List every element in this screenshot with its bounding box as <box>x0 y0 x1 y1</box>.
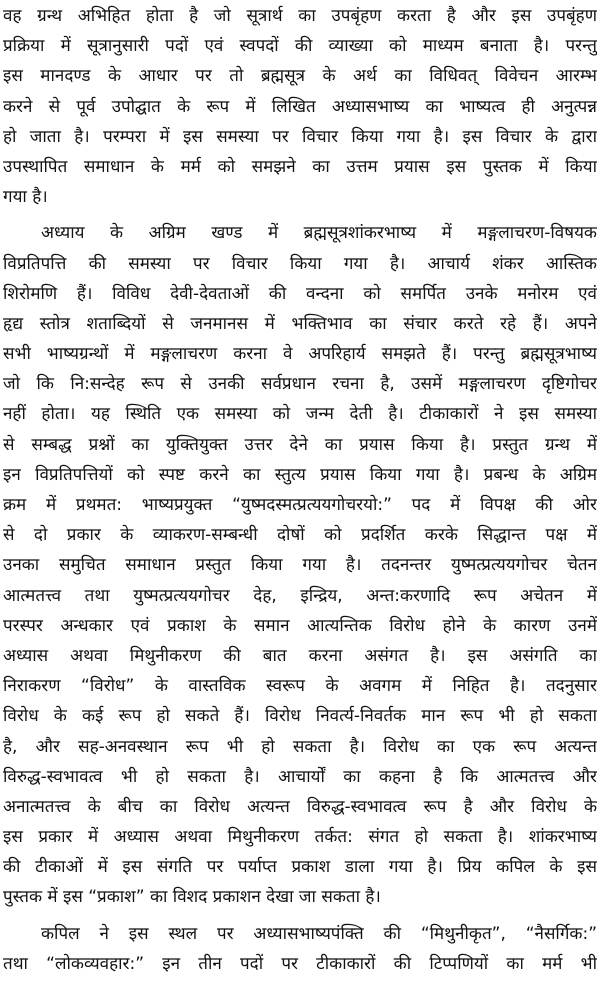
text-line: है, और सह-अनवस्थान रूप भी हो सकता है। विरोध का एक रूप अत्यन्त <box>3 736 597 757</box>
text-line: प्रक्रिया में सूत्रानुसारी पदों एवं स्वपदों की व्याख्या को माध्यम बनाता है। परन्तु <box>3 36 597 57</box>
text-line: उपस्थापित समाधान के मर्म को समझने का उत्तम प्रयास इस पुस्तक में किया <box>3 156 597 177</box>
text-line: इस प्रकार में अध्यास अथवा मिथुनीकरण तर्कत: संगत हो सकता है। शांकरभाष्य <box>3 827 597 848</box>
text-line: क्रम में प्रथमत: भाष्यप्रयुक्त “युष्मदस्मत्प्रत्ययगोचरयो:” पद में विपक्ष की ओर <box>3 495 597 515</box>
paragraph-3 <box>3 919 597 979</box>
text-line: विरोध के कई रूप हो सकते हैं। विरोध निवर्त्य-निवर्तक मान रूप भी हो सकता <box>3 706 597 727</box>
text-line: जो कि नि:सन्देह रूप से उनकी सर्वप्रधान रचना है, उसमें मङ्गलाचरण दृष्टिगोचर <box>3 374 597 395</box>
text-line: अनात्मतत्त्व के बीच का विरोध अत्यन्त विरुद्ध-स्वभावत्व रूप है और विरोध के <box>3 796 597 817</box>
text-line: विरुद्ध-स्वभावत्व भी हो सकता है। आचार्यों का कहना है कि आत्मतत्त्व और <box>3 766 597 787</box>
paragraph-1 <box>3 1 597 212</box>
text-line: शिरोमणि हैं। विविध देवी-देवताओं की वन्दना को समर्पित उनके मनोरम एवं <box>3 283 597 304</box>
text-line: हृद्य स्तोत्र शताब्दियों से जनमानस में भक्तिभाव का संचार करते रहे हैं। अपने <box>3 313 597 334</box>
text-line: करने से पूर्व उपोद्घात के रूप में लिखित अध्यासभाष्य का भाष्यत्व ही अनुत्पन्न <box>3 96 597 117</box>
text-line: इन विप्रतिपत्तियों को स्पष्ट करने का स्तुत्य प्रयास किया गया है। प्रबन्ध के अग्रिम <box>3 464 597 485</box>
text-line: पुस्तक में इस “प्रकाश” का विशद प्रकाशन देखा जा सकता है। <box>3 887 381 908</box>
text-line: की टीकाओं में इस संगति पर पर्याप्त प्रकाश डाला गया है। प्रिय कपिल के इस <box>3 857 597 878</box>
text-line: विप्रतिपत्ति की समस्या पर विचार किया गया है। आचार्य शंकर आस्तिक <box>3 253 597 274</box>
text-line: वह ग्रन्थ अभिहित होता है जो सूत्रार्थ का उपबृंहण करता है और इस उपबृंहण <box>3 6 597 26</box>
text-line: निराकरण “विरोध” के वास्तविक स्वरूप के अवगम में निहित है। तदनुसार <box>3 676 597 697</box>
text-line: से सम्बद्ध प्रश्नों का युक्तियुक्त उत्तर देने का प्रयास किया है। प्रस्तुत ग्रन्थ में <box>3 434 597 455</box>
text-line: परस्पर अन्धकार एवं प्रकाश के समान आत्यन्तिक विरोध होने के कारण उनमें <box>3 615 597 636</box>
text-line: नहीं होता। यह स्थिति एक समस्या को जन्म देती है। टीकाकारों ने इस समस्या <box>3 404 597 425</box>
text-line: से दो प्रकार के व्याकरण-सम्बन्धी दोषों को प्रदर्शित करके सिद्धान्त पक्ष में <box>3 525 597 546</box>
text-line: कपिल ने इस स्थल पर अध्यासभाष्यपंक्ति की “मिथुनीकृत”, “नैसर्गिक:” <box>41 923 597 944</box>
text-line: तथा “लोकव्यवहार:” इन तीन पदों पर टीकाकारों की टिप्पणियों का मर्म भी <box>3 953 597 974</box>
text-line: इस मानदण्ड के आधार पर तो ब्रह्मसूत्र के अर्थ का विधिवत् विवेचन आरम्भ <box>3 66 597 87</box>
text-line: उनका समुचित समाधान प्रस्तुत किया गया है। तदनन्तर युष्मत्प्रत्ययगोचर चेतन <box>3 555 597 576</box>
text-line: आत्मतत्त्व तथा युष्मत्प्रत्ययगोचर देह, इन्द्रिय, अन्त:करणादि रूप अचेतन में <box>3 585 597 606</box>
paragraph-2 <box>3 218 597 912</box>
text-line: सभी भाष्यग्रन्थों में मङ्गलाचरण करना वे अपरिहार्य समझते हैं। परन्तु ब्रह्मसूत्रभाष्य <box>3 344 597 365</box>
document-page <box>3 1 597 979</box>
text-line: हो जाता है। परम्परा में इस समस्या पर विचार किया गया है। इस विचार के द्वारा <box>3 126 597 147</box>
text-line: अध्यास अथवा मिथुनीकरण की बात करना असंगत है। इस असंगति का <box>3 645 597 666</box>
text-line: गया है। <box>3 187 48 208</box>
text-line: अध्याय के अग्रिम खण्ड में ब्रह्मसूत्रशांकरभाष्य में मङ्गलाचरण-विषयक <box>41 223 597 244</box>
